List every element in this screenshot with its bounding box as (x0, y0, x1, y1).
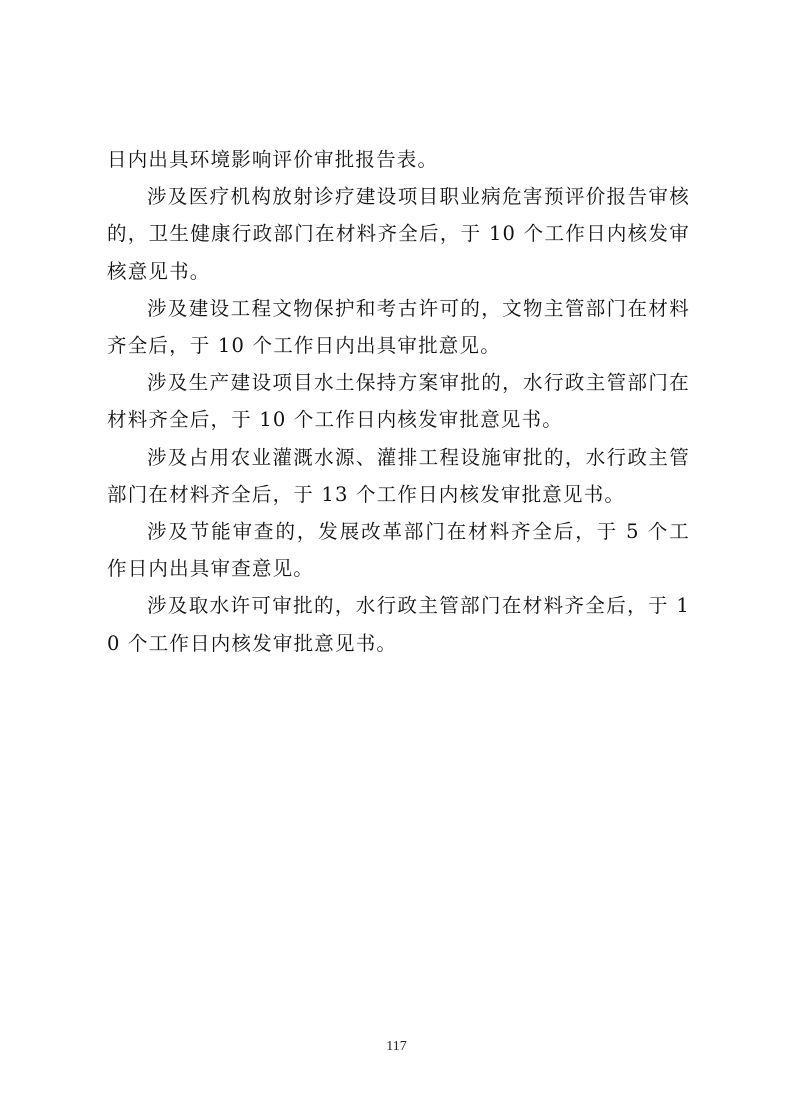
paragraph-energy-review: 涉及节能审查的，发展改革部门在材料齐全后，于 5 个工作日内出具审查意见。 (107, 520, 690, 581)
paragraph-water-permit: 涉及取水许可审批的，水行政主管部门在材料齐全后，于 10 个工作日内核发审批意见书。 (107, 594, 690, 655)
paragraph-cultural-relics: 涉及建设工程文物保护和考古许可的，文物主管部门在材料齐全后，于 10 个工作日内出具审批意见。 (107, 296, 690, 358)
paragraph-irrigation-facilities: 涉及占用农业灌溉水源、灌排工程设施审批的，水行政主管部门在材料齐全后，于 13 个工作日内核发审批意见书。 (107, 445, 690, 506)
body-text (107, 141, 690, 662)
paragraph-continuation: 日内出具环境影响评价审批报告表。 (107, 148, 439, 171)
page-number: 117 (386, 1039, 407, 1054)
paragraph-soil-water-conservation: 涉及生产建设项目水土保持方案审批的，水行政主管部门在材料齐全后，于 10 个工作日内核发审批意见书。 (107, 371, 690, 432)
paragraph-medical-radiation: 涉及医疗机构放射诊疗建设项目职业病危害预评价报告审核的，卫生健康行政部门在材料齐全后，于 10 个工作日内核发审核意见书。 (107, 185, 690, 283)
